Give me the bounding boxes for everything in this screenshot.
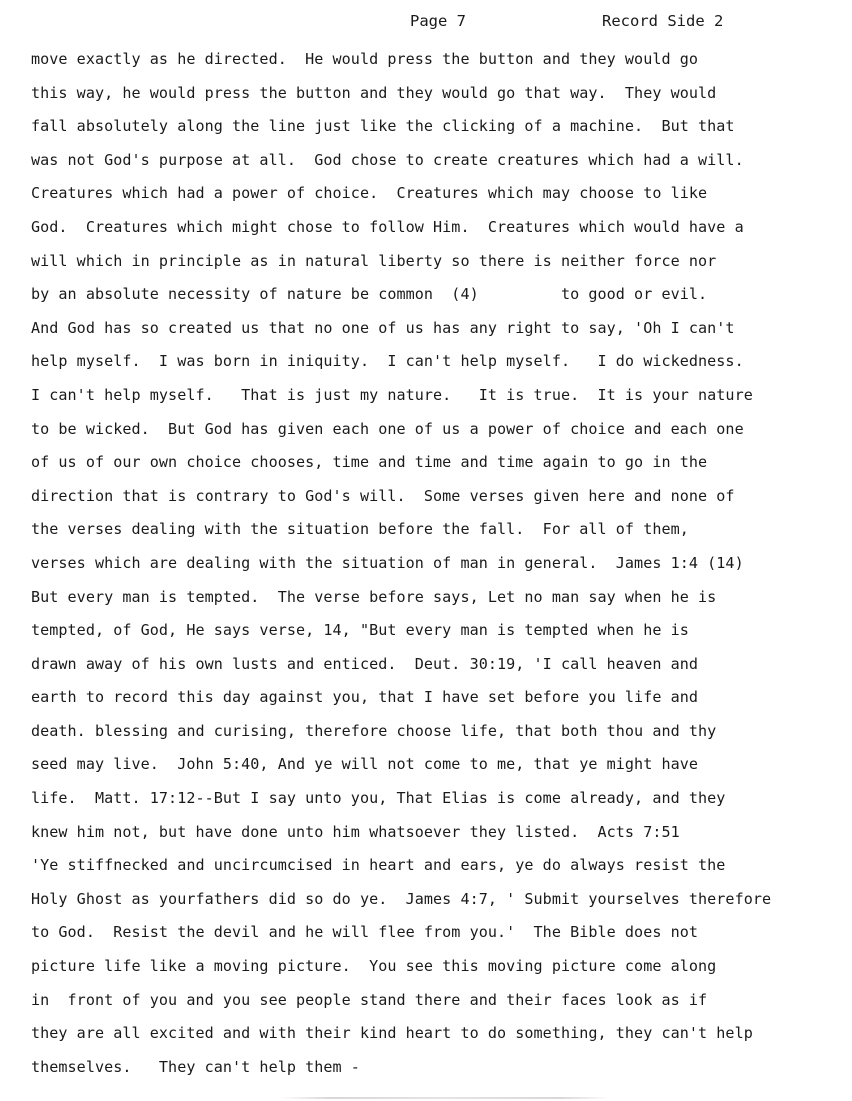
transcript-body [31,46,847,1087]
text-line: to be wicked. But God has given each one of us a power of choice and each one [31,419,744,438]
text-line: verses which are dealing with the situation of man in general. James 1:4 (14) [31,553,744,572]
text-line: they are all excited and with their kind heart to do something, they can't help [31,1024,753,1043]
text-line: I can't help myself. That is just my nature. It is true. It is your nature [31,385,753,404]
record-side-label: Record Side 2 [602,12,724,30]
text-line: the verses dealing with the situation before the fall. For all of them, [31,520,689,539]
text-line: picture life like a moving picture. You see this moving picture come along [31,957,717,976]
text-line: was not God's purpose at all. God chose to create creatures which had a will. [31,150,744,169]
text-line: to God. Resist the devil and he will flee from you.' The Bible does not [31,923,699,942]
text-line: Holy Ghost as yourfathers did so do ye. James 4:7, ' Submit yourselves therefore [31,889,772,908]
text-line: in front of you and you see people stand there and their faces look as if [31,990,708,1009]
text-line: God. Creatures which might chose to follow Him. Creatures which would have a [31,217,744,236]
text-line: direction that is contrary to God's will. Some verses given here and none of [31,486,735,505]
text-line: of us of our own choice chooses, time and time and time again to go in the [31,453,708,472]
text-line: 'Ye stiffnecked and uncircumcised in heart and ears, ye do always resist the [31,856,726,875]
text-line: And God has so created us that no one of us has any right to say, 'Oh I can't [31,318,735,337]
page-header [0,12,852,36]
page-number: Page 7 [410,12,466,30]
bottom-edge-smudge [280,1097,610,1099]
text-line: this way, he would press the button and they would go that way. They would [31,83,717,102]
text-line: drawn away of his own lusts and enticed. Deut. 30:19, 'I call heaven and [31,654,699,673]
text-line: tempted, of God, He says verse, 14, "But every man is tempted when he is [31,621,689,640]
text-line: life. Matt. 17:12--But I say unto you, That Elias is come already, and they [31,789,726,808]
text-line: earth to record this day against you, that I have set before you life and [31,688,699,707]
text-line: seed may live. John 5:40, And ye will not come to me, that ye might have [31,755,699,774]
text-line: Creatures which had a power of choice. Creatures which may choose to like [31,184,708,203]
text-line: themselves. They can't help them - [31,1057,360,1076]
text-line: move exactly as he directed. He would press the button and they would go [31,50,699,68]
text-line: help myself. I was born in iniquity. I can't help myself. I do wickedness. [31,352,744,371]
text-line: But every man is tempted. The verse before says, Let no man say when he is [31,587,717,606]
text-line: will which in principle as in natural liberty so there is neither force nor [31,251,717,270]
text-line: by an absolute necessity of nature be common (4) to good or evil. [31,285,708,304]
text-line: knew him not, but have done unto him whatsoever they listed. Acts 7:51 [31,822,680,841]
text-line: death. blessing and curising, therefore choose life, that both thou and thy [31,721,717,740]
text-line: fall absolutely along the line just like the clicking of a machine. But that [31,117,735,136]
